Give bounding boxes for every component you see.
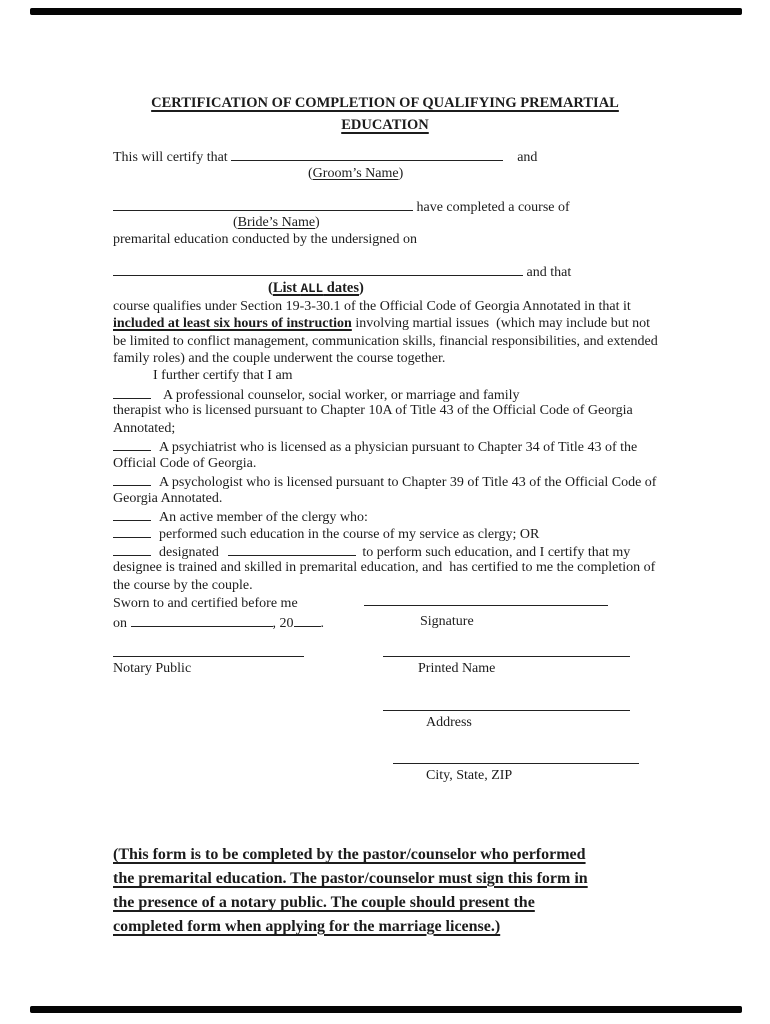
document-title-line2 bbox=[0, 114, 770, 136]
have-completed-text: have completed a course of bbox=[413, 200, 570, 215]
clergy-text: An active member of the clergy who: bbox=[159, 510, 368, 525]
footer-instruction-line1: (This form is to be completed by the pastor/counselor who performed bbox=[113, 846, 586, 863]
body-line-3: be limited to conflict management, communication skills, financial responsibilities, and extended bbox=[113, 334, 658, 349]
body-line-4: family roles) and the couple underwent the course together. bbox=[113, 351, 446, 366]
scan-artifact-bar-bottom bbox=[30, 1006, 742, 1013]
clergy-check-blank[interactable] bbox=[113, 507, 151, 521]
further-certify-text: I further certify that I am bbox=[153, 368, 293, 383]
counselor-text-1: A professional counselor, social worker, or marriage and family bbox=[163, 388, 520, 403]
bride-name-text: Bride’s Name bbox=[237, 215, 316, 230]
signature-label: Signature bbox=[420, 614, 474, 629]
title-text-1: CERTIFICATION OF COMPLETION OF QUALIFYING PREMARTIAL bbox=[151, 95, 619, 111]
certify-row bbox=[113, 147, 537, 167]
comma-20-text: , 20 bbox=[272, 616, 294, 631]
dates-paren-close: ) bbox=[359, 280, 364, 296]
designated-check-blank[interactable] bbox=[113, 542, 151, 556]
item-psychologist-row bbox=[113, 472, 656, 492]
dates-word-dates: dates bbox=[323, 280, 360, 296]
city-state-zip-label: City, State, ZIP bbox=[426, 768, 513, 783]
date-blank[interactable] bbox=[131, 613, 273, 627]
dates-row bbox=[113, 262, 571, 282]
dates-paren-open: ( bbox=[268, 280, 273, 296]
and-that-text: and that bbox=[523, 265, 572, 280]
body-line-1: course qualifies under Section 19-3-30.1 of the Official Code of Georgia Annotated in that it bbox=[113, 299, 631, 314]
groom-paren-open: ( bbox=[308, 166, 313, 181]
conducted-text: premarital education conducted by the undersigned on bbox=[113, 232, 418, 247]
psychologist-check-blank[interactable] bbox=[113, 472, 151, 486]
groom-paren-close: ) bbox=[398, 166, 404, 181]
signature-line[interactable] bbox=[364, 605, 608, 606]
psychiatrist-check-blank[interactable] bbox=[113, 437, 151, 451]
performed-text: performed such education in the course of my service as clergy; OR bbox=[159, 527, 540, 542]
on-text: on bbox=[113, 616, 131, 631]
designee-name-blank[interactable] bbox=[228, 542, 356, 556]
body-line-2 bbox=[113, 315, 650, 333]
list-all-dates-label bbox=[113, 280, 364, 299]
counselor-text-3: Annotated; bbox=[113, 421, 176, 436]
psychologist-text-2: Georgia Annotated. bbox=[113, 491, 223, 506]
printed-name-line[interactable] bbox=[383, 656, 630, 657]
notary-label: Notary Public bbox=[113, 661, 192, 676]
performed-check-blank[interactable] bbox=[113, 524, 151, 538]
title-text-2: EDUCATION bbox=[341, 117, 429, 133]
item-psychiatrist-row bbox=[113, 437, 637, 457]
psychiatrist-text-1: A psychiatrist who is licensed as a physician pursuant to Chapter 34 of Title 43 of the bbox=[159, 440, 638, 455]
address-label: Address bbox=[426, 715, 472, 730]
groom-name-text: Groom’s Name bbox=[312, 166, 399, 181]
psychologist-text-1: A psychologist who is licensed pursuant to Chapter 39 of Title 43 of the Official Code of bbox=[159, 475, 657, 490]
counselor-check-blank[interactable] bbox=[113, 385, 151, 399]
bride-paren-close: ) bbox=[315, 215, 320, 230]
designated-text-2: designee is trained and skilled in premarital education, and has certified to me the completion of bbox=[113, 560, 656, 575]
footer-instruction-line3: the presence of a notary public. The couple should present the bbox=[113, 894, 535, 911]
dates-underlined-group bbox=[273, 280, 359, 296]
dates-blank[interactable] bbox=[113, 262, 523, 276]
groom-name-blank[interactable] bbox=[231, 147, 503, 161]
document-title-line1 bbox=[0, 92, 770, 114]
dates-word-list: List bbox=[272, 280, 301, 296]
sworn-text: Sworn to and certified before me bbox=[113, 596, 298, 611]
certify-and: and bbox=[517, 150, 538, 165]
groom-name-label bbox=[113, 165, 403, 183]
address-line[interactable] bbox=[383, 710, 630, 711]
bride-name-blank[interactable] bbox=[113, 197, 413, 211]
city-state-zip-line[interactable] bbox=[393, 763, 639, 764]
footer-instruction-line4: completed form when applying for the marriage license.) bbox=[113, 918, 501, 935]
printed-name-label: Printed Name bbox=[418, 661, 496, 676]
six-hours-bold-text: included at least six hours of instruction bbox=[113, 316, 352, 331]
footer-instruction-line2: the premarital education. The pastor/counselor must sign this form in bbox=[113, 870, 588, 887]
bride-name-label bbox=[113, 214, 320, 232]
period-text: . bbox=[320, 616, 324, 631]
certify-prefix: This will certify that bbox=[113, 150, 232, 165]
counselor-text-2: therapist who is licensed pursuant to Chapter 10A of Title 43 of the Official Code of Georgia bbox=[113, 403, 633, 418]
dates-word-all: ALL bbox=[300, 282, 324, 296]
item-performed-row bbox=[113, 524, 539, 544]
body-line-2-rest: involving martial issues (which may include but not bbox=[351, 316, 651, 331]
bride-paren-open: ( bbox=[233, 215, 238, 230]
year-blank[interactable] bbox=[294, 613, 321, 627]
designated-text-3: the course by the couple. bbox=[113, 578, 253, 593]
scan-artifact-bar-top bbox=[30, 8, 742, 15]
designated-text-post: to perform such education, and I certify that my bbox=[362, 545, 631, 560]
psychiatrist-text-2: Official Code of Georgia. bbox=[113, 456, 257, 471]
on-date-row bbox=[113, 613, 324, 633]
notary-line[interactable] bbox=[113, 656, 304, 657]
designated-text-pre: designated bbox=[159, 545, 223, 560]
